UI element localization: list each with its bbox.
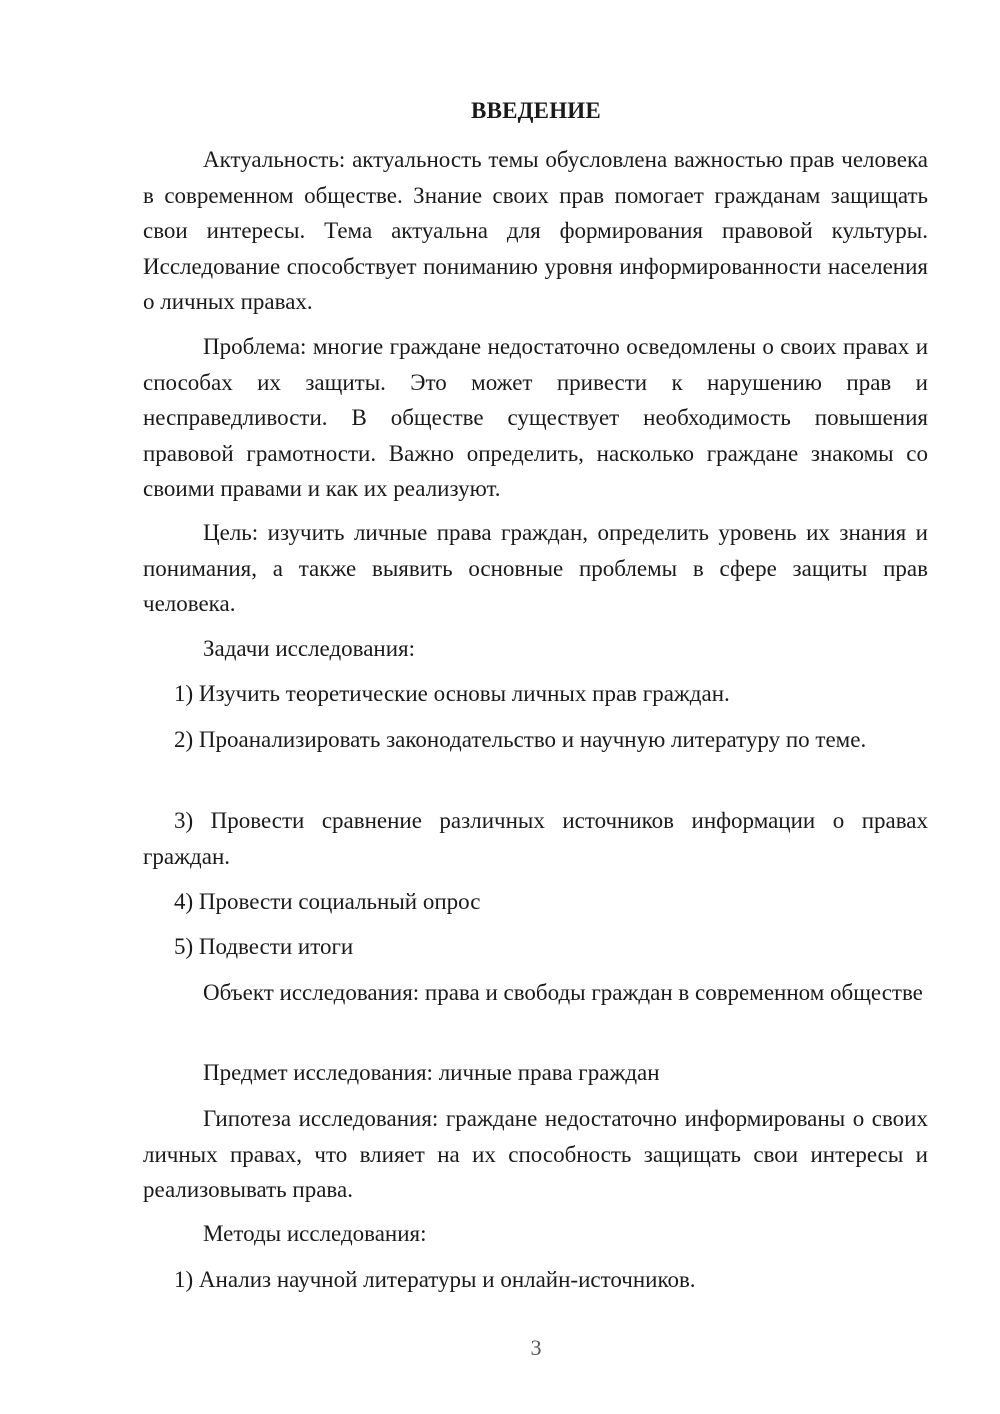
subject-paragraph: Предмет исследования: личные права граждан xyxy=(203,1060,660,1085)
task-item: 5) Подвести итоги xyxy=(174,934,354,959)
task-item: 3) Провести сравнение различных источников информации о правах граждан. xyxy=(143,808,928,869)
tasks-heading: Задачи исследования: xyxy=(203,636,416,661)
goal-paragraph: Цель: изучить личные права граждан, определить уровень их знания и понимания, а также выявить основные проблемы в сфере защиты прав человека. xyxy=(143,520,928,616)
page-number: 3 xyxy=(530,1335,542,1360)
task-item: 4) Провести социальный опрос xyxy=(174,889,481,914)
page-title: ВВЕДЕНИЕ xyxy=(471,98,601,123)
hypothesis-paragraph: Гипотеза исследования: граждане недостаточно информированы о своих личных правах, что влияет на их способность защищать свои интересы и реализовывать права. xyxy=(143,1106,928,1202)
task-item: 2) Проанализировать законодательство и научную литературу по теме. xyxy=(174,727,867,752)
methods-heading: Методы исследования: xyxy=(203,1221,427,1246)
method-item: 1) Анализ научной литературы и онлайн-источников. xyxy=(174,1267,696,1292)
task-item: 1) Изучить теоретические основы личных прав граждан. xyxy=(174,681,730,706)
problem-paragraph: Проблема: многие граждане недостаточно осведомлены о своих правах и способах их защиты. Это может привести к нарушению прав и несправедливости. В обществе существует необходимость повышения правовой грамотности. Важно определить, насколько граждане знакомы со своими правами и как их реализуют. xyxy=(143,334,928,501)
object-paragraph: Объект исследования: права и свободы граждан в современном обществе xyxy=(203,980,923,1005)
relevance-paragraph: Актуальность: актуальность темы обусловлена важностью прав человека в современном обществе. Знание своих прав помогает гражданам защищать свои интересы. Тема актуальна для формирования правовой культуры. Исследование способствует пониманию уровня информированности населения о личных правах. xyxy=(143,147,928,314)
